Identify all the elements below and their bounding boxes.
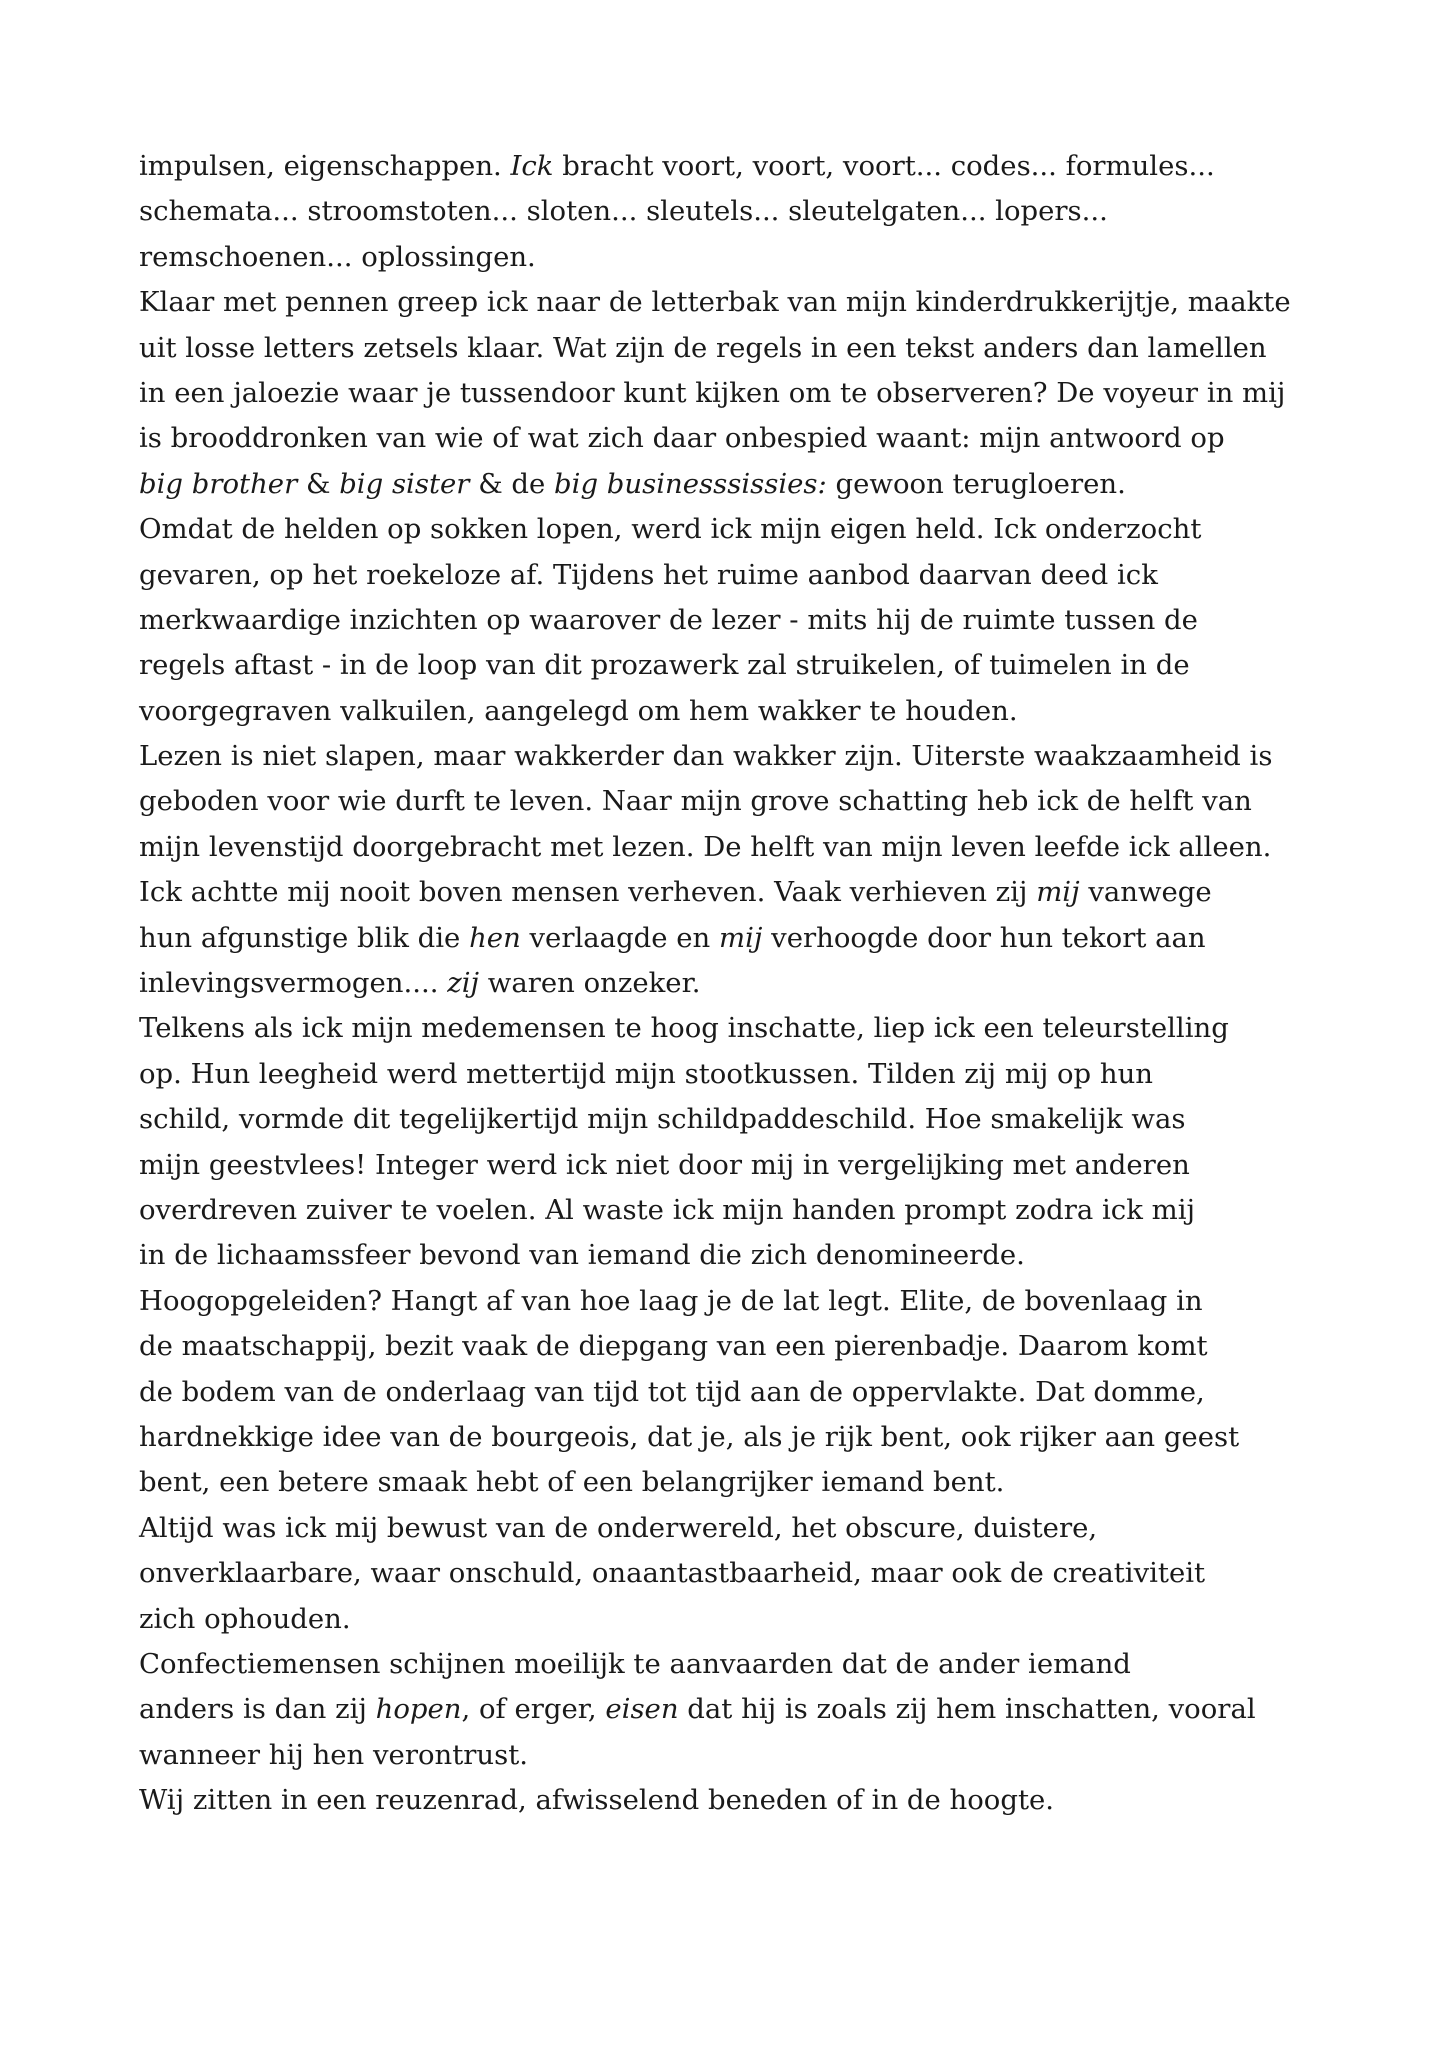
text-run: hardnekkige idee van de bourgeois, dat je, als je rijk bent, ook rijker aan geest	[139, 1420, 1240, 1453]
text-run: wanneer hij hen verontrust.	[139, 1738, 529, 1771]
text-run: op. Hun leegheid werd mettertijd mijn stootkussen. Tilden zij mij op hun	[139, 1057, 1153, 1090]
text-run: merkwaardige inzichten op waarover de lezer - mits hij de ruimte tussen de	[139, 603, 1198, 636]
text-run: geboden voor wie durft te leven. Naar mijn grove schatting heb ick de helft van	[139, 785, 1252, 818]
text-run: Klaar met pennen greep ick naar de letterbak van mijn kinderdrukkerijtje, maakte	[139, 286, 1291, 319]
text-line	[139, 1052, 1401, 1097]
text-run: mijn levenstijd doorgebracht met lezen. De helft van mijn leven leefde ick alleen.	[139, 830, 1272, 863]
text-line	[139, 553, 1401, 598]
text-run: de maatschappij, bezit vaak de diepgang van een pierenbadje. Daarom komt	[139, 1330, 1208, 1363]
text-line	[139, 1188, 1401, 1233]
text-run: gewoon terugloeren.	[826, 467, 1126, 500]
text-run: schild, vormde dit tegelijkertijd mijn schildpaddeschild. Hoe smakelijk was	[139, 1103, 1186, 1136]
text-run: Telkens als ick mijn medemensen te hoog inschatte, liep ick een teleurstelling	[139, 1012, 1229, 1045]
text-run: & de	[469, 467, 555, 500]
text-run: hun afgunstige blik die	[139, 921, 470, 954]
italic-run: Ick	[510, 150, 554, 182]
text-run: voorgegraven valkuilen, aangelegd om hem wakker te houden.	[139, 694, 1018, 727]
text-run: verhoogde door hun tekort aan	[762, 921, 1206, 954]
italic-run: hen	[469, 921, 521, 954]
text-line	[139, 462, 1401, 507]
text-line	[139, 1506, 1401, 1551]
text-line	[139, 1233, 1401, 1278]
text-line	[139, 1642, 1401, 1687]
italic-run: eisen	[605, 1693, 679, 1726]
italic-run: zij	[447, 967, 480, 1000]
text-run: de bodem van de onderlaag van tijd tot tijd aan de oppervlakte. Dat domme,	[139, 1375, 1205, 1408]
text-run: Altijd was ick mij bewust van de onderwereld, het obscure, duistere,	[139, 1511, 1098, 1544]
text-line	[139, 1778, 1401, 1823]
text-run: onverklaarbare, waar onschuld, onaantastbaarheid, maar ook de creativiteit	[139, 1557, 1206, 1590]
text-line	[139, 1687, 1401, 1732]
italic-run: big businesssissies:	[554, 467, 827, 500]
text-run: waren onzeker.	[479, 967, 701, 1000]
text-line	[139, 734, 1401, 779]
text-line	[139, 1097, 1401, 1142]
text-line	[139, 326, 1401, 371]
text-line	[139, 144, 1401, 189]
text-run: Ick achtte mij nooit boven mensen verheven. Vaak verhieven zij	[139, 876, 1037, 909]
italic-run: big sister	[339, 467, 470, 500]
text-line	[139, 1370, 1401, 1415]
text-run: zich ophouden.	[139, 1602, 351, 1635]
text-line	[139, 371, 1401, 416]
italic-run: mij	[719, 921, 763, 954]
italic-run: mij	[1036, 876, 1080, 909]
text-line	[139, 1324, 1401, 1369]
text-run: schemata... stroomstoten... sloten... sleutels... sleutelgaten... lopers...	[139, 195, 1108, 228]
text-line	[139, 689, 1401, 734]
text-run: in de lichaamssfeer bevond van iemand die zich denomineerde.	[139, 1239, 1025, 1272]
text-run: inlevingsvermogen....	[139, 967, 448, 1000]
italic-run: big brother	[139, 467, 298, 500]
text-run: mijn geestvlees! Integer werd ick niet door mij in vergelijking met anderen	[139, 1148, 1190, 1181]
text-run: overdreven zuiver te voelen. Al waste ick mijn handen prompt zodra ick mij	[139, 1193, 1196, 1226]
text-line	[139, 1460, 1401, 1505]
text-line	[139, 189, 1401, 234]
text-run: Confectiemensen schijnen moeilijk te aanvaarden dat de ander iemand	[139, 1647, 1131, 1680]
text-line	[139, 235, 1401, 280]
text-run: &	[297, 467, 340, 500]
text-line	[139, 1279, 1401, 1324]
text-line	[139, 961, 1401, 1006]
text-run: bracht voort, voort, voort... codes... formules...	[553, 150, 1215, 182]
text-line	[139, 825, 1401, 870]
document-page	[139, 144, 1401, 1823]
text-run: is brooddronken van wie of wat zich daar onbespied waant: mijn antwoord op	[139, 422, 1225, 455]
text-line	[139, 416, 1401, 461]
text-line	[139, 779, 1401, 824]
text-run: Hoogopgeleiden? Hangt af van hoe laag je de lat legt. Elite, de bovenlaag in	[139, 1284, 1203, 1317]
italic-run: hopen	[375, 1693, 462, 1726]
text-line	[139, 1415, 1401, 1460]
text-line	[139, 280, 1401, 325]
text-run: uit losse letters zetsels klaar. Wat zijn de regels in een tekst anders dan lamellen	[139, 331, 1267, 364]
text-line	[139, 1143, 1401, 1188]
text-run: verlaagde en	[520, 921, 720, 954]
text-line	[139, 870, 1401, 915]
text-run: bent, een betere smaak hebt of een belangrijker iemand bent.	[139, 1466, 1005, 1499]
text-run: , of erger,	[461, 1693, 606, 1726]
text-line	[139, 507, 1401, 552]
text-line	[139, 916, 1401, 961]
text-run: Lezen is niet slapen, maar wakkerder dan wakker zijn. Uiterste waakzaamheid is	[139, 740, 1273, 773]
text-run: vanwege	[1079, 876, 1212, 909]
text-run: regels aftast - in de loop van dit prozawerk zal struikelen, of tuimelen in de	[139, 649, 1190, 682]
text-line	[139, 1551, 1401, 1596]
text-run: dat hij is zoals zij hem inschatten, vooral	[678, 1693, 1256, 1726]
text-run: gevaren, op het roekeloze af. Tijdens het ruime aanbod daarvan deed ick	[139, 558, 1158, 591]
text-run: anders is dan zij	[139, 1693, 376, 1726]
text-line	[139, 598, 1401, 643]
text-line	[139, 1597, 1401, 1642]
text-run: in een jaloezie waar je tussendoor kunt kijken om te observeren? De voyeur in mij	[139, 376, 1286, 409]
text-run: Omdat de helden op sokken lopen, werd ick mijn eigen held. Ick onderzocht	[139, 513, 1202, 546]
text-line	[139, 1006, 1401, 1051]
text-run: Wij zitten in een reuzenrad, afwisselend beneden of in de hoogte.	[139, 1784, 1055, 1817]
text-line	[139, 1733, 1401, 1778]
text-run: impulsen, eigenschappen.	[139, 150, 511, 182]
text-line	[139, 643, 1401, 688]
text-run: remschoenen... oplossingen.	[139, 240, 536, 273]
